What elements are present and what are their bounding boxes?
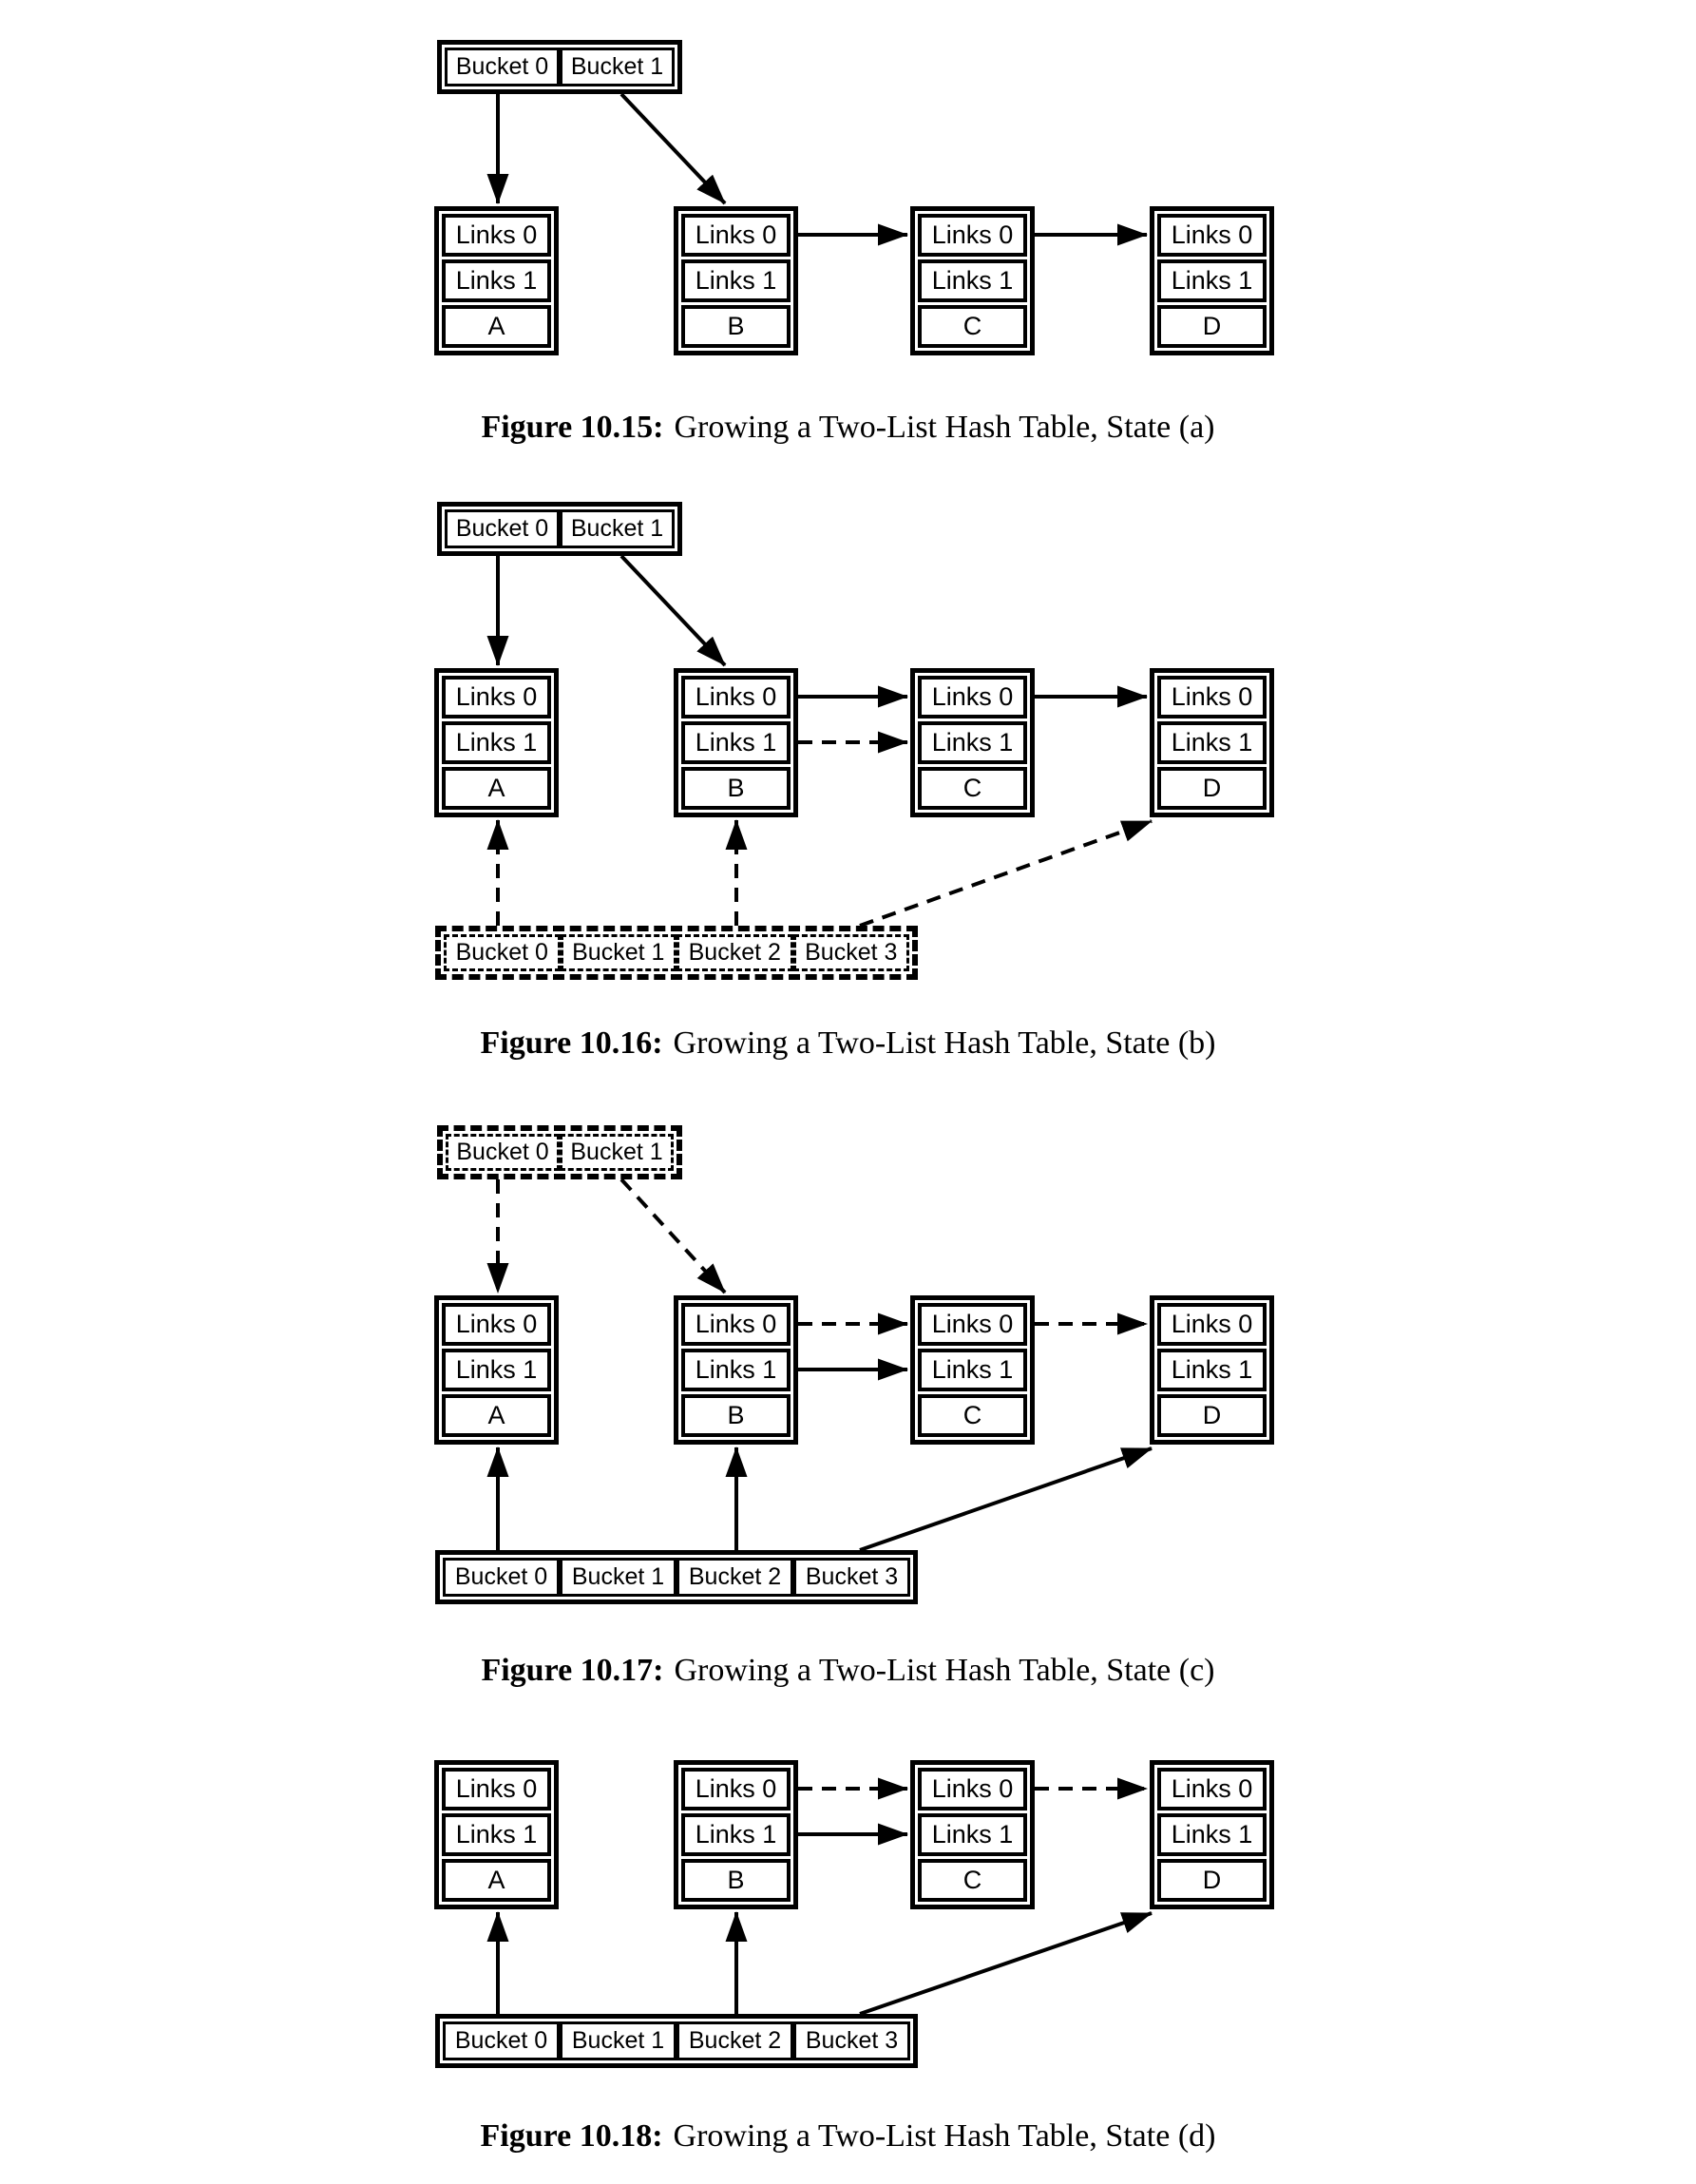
node-row-key: D [1157, 767, 1267, 810]
node-row-links0: Links 0 [442, 214, 551, 257]
fig-d-bucket-array-new [435, 2014, 918, 2068]
node-row-links1: Links 1 [918, 259, 1027, 302]
fig-a-caption [0, 409, 1696, 448]
node-row-links0: Links 0 [442, 676, 551, 718]
fig-c-caption-label: Figure 10.17: [481, 1653, 664, 1688]
fig-d-caption [0, 2117, 1696, 2156]
node-row-links0: Links 0 [442, 1303, 551, 1346]
bucket-cell: Bucket 2 [676, 1558, 793, 1597]
node-row-links0: Links 0 [1157, 1768, 1267, 1810]
node-row-links1: Links 1 [918, 1349, 1027, 1391]
node-row-links0: Links 0 [442, 1768, 551, 1810]
node-row-links0: Links 0 [918, 1768, 1027, 1810]
node-row-links1: Links 1 [681, 1349, 791, 1391]
bucket-cell: Bucket 1 [560, 1134, 674, 1171]
fig-a-caption-text: Growing a Two-List Hash Table, State (a) [674, 410, 1215, 445]
node-row-key: A [442, 767, 551, 810]
node-row-key: D [1157, 1859, 1267, 1902]
bucket-cell: Bucket 0 [445, 48, 560, 86]
fig-c-bucket-array-new [435, 1550, 918, 1604]
node-row-links1: Links 1 [442, 259, 551, 302]
node-row-links1: Links 1 [681, 1813, 791, 1856]
node-row-links0: Links 0 [918, 214, 1027, 257]
fig-d-node-C [910, 1760, 1035, 1909]
node-row-key: A [442, 305, 551, 348]
node-row-links0: Links 0 [918, 676, 1027, 718]
fig-a-node-D [1150, 206, 1274, 355]
node-row-links1: Links 1 [681, 721, 791, 764]
fig-a-bucket-array-old [437, 40, 682, 94]
node-row-links1: Links 1 [1157, 1349, 1267, 1391]
fig-b-node-D [1150, 668, 1274, 817]
node-row-links1: Links 1 [1157, 259, 1267, 302]
fig-a-node-C [910, 206, 1035, 355]
node-row-links1: Links 1 [918, 1813, 1027, 1856]
bucket-cell: Bucket 3 [793, 1558, 910, 1597]
bucket-cell: Bucket 1 [560, 509, 675, 548]
node-row-links0: Links 0 [681, 676, 791, 718]
fig-b-bucket-array-old [437, 502, 682, 556]
node-row-links1: Links 1 [442, 1813, 551, 1856]
fig-b-caption [0, 1025, 1696, 1063]
node-row-key: B [681, 767, 791, 810]
fig-d-node-A [434, 1760, 559, 1909]
bucket-cell: Bucket 2 [676, 2021, 793, 2060]
node-row-links1: Links 1 [1157, 1813, 1267, 1856]
arrow-c-bucket1-to-B-dashed [621, 1179, 725, 1293]
node-row-links0: Links 0 [681, 214, 791, 257]
fig-b-node-A [434, 668, 559, 817]
fig-a-caption-label: Figure 10.15: [481, 410, 664, 445]
node-row-links0: Links 0 [681, 1303, 791, 1346]
bucket-cell: Bucket 3 [793, 934, 910, 971]
fig-b-node-B [674, 668, 798, 817]
node-row-links0: Links 0 [918, 1303, 1027, 1346]
fig-a-node-A [434, 206, 559, 355]
arrow-d-newbucket3-to-D [860, 1913, 1152, 2014]
bucket-cell: Bucket 0 [443, 1558, 560, 1597]
arrow-b-newbucket3-to-D-dashed [860, 821, 1152, 926]
node-row-key: C [918, 305, 1027, 348]
fig-c-caption-text: Growing a Two-List Hash Table, State (c) [674, 1653, 1215, 1688]
fig-d-node-D [1150, 1760, 1274, 1909]
node-row-key: B [681, 1394, 791, 1437]
bucket-cell: Bucket 1 [560, 48, 675, 86]
fig-c-bucket-array-old [437, 1125, 682, 1179]
arrow-c-newbucket3-to-D [860, 1448, 1152, 1550]
fig-c-node-D [1150, 1295, 1274, 1445]
node-row-key: B [681, 1859, 791, 1902]
bucket-cell: Bucket 0 [443, 2021, 560, 2060]
fig-d-node-B [674, 1760, 798, 1909]
node-row-links0: Links 0 [1157, 214, 1267, 257]
fig-b-caption-text: Growing a Two-List Hash Table, State (b) [673, 1025, 1216, 1061]
node-row-key: A [442, 1394, 551, 1437]
bucket-cell: Bucket 0 [446, 1134, 560, 1171]
node-row-links0: Links 0 [1157, 676, 1267, 718]
fig-a-node-B [674, 206, 798, 355]
node-row-key: C [918, 1394, 1027, 1437]
bucket-cell: Bucket 0 [444, 934, 561, 971]
bucket-cell: Bucket 0 [445, 509, 560, 548]
fig-b-node-C [910, 668, 1035, 817]
fig-b-caption-label: Figure 10.16: [480, 1025, 663, 1061]
node-row-links0: Links 0 [681, 1768, 791, 1810]
arrow-a-bucket1-to-B [621, 94, 725, 203]
fig-b-bucket-array-new [435, 926, 918, 980]
fig-c-node-A [434, 1295, 559, 1445]
node-row-key: C [918, 767, 1027, 810]
fig-c-node-C [910, 1295, 1035, 1445]
node-row-links0: Links 0 [1157, 1303, 1267, 1346]
arrow-b-bucket1-to-B [621, 556, 725, 665]
bucket-cell: Bucket 2 [676, 934, 793, 971]
bucket-cell: Bucket 1 [560, 2021, 676, 2060]
node-row-key: A [442, 1859, 551, 1902]
node-row-links1: Links 1 [681, 259, 791, 302]
fig-c-node-B [674, 1295, 798, 1445]
bucket-cell: Bucket 3 [793, 2021, 910, 2060]
node-row-key: C [918, 1859, 1027, 1902]
bucket-cell: Bucket 1 [560, 1558, 676, 1597]
bucket-cell: Bucket 1 [561, 934, 677, 971]
node-row-links1: Links 1 [918, 721, 1027, 764]
fig-d-caption-text: Growing a Two-List Hash Table, State (d) [673, 2118, 1216, 2154]
node-row-key: D [1157, 1394, 1267, 1437]
node-row-links1: Links 1 [442, 721, 551, 764]
fig-c-caption [0, 1652, 1696, 1691]
fig-d-caption-label: Figure 10.18: [480, 2118, 663, 2154]
node-row-links1: Links 1 [442, 1349, 551, 1391]
node-row-key: B [681, 305, 791, 348]
node-row-links1: Links 1 [1157, 721, 1267, 764]
node-row-key: D [1157, 305, 1267, 348]
